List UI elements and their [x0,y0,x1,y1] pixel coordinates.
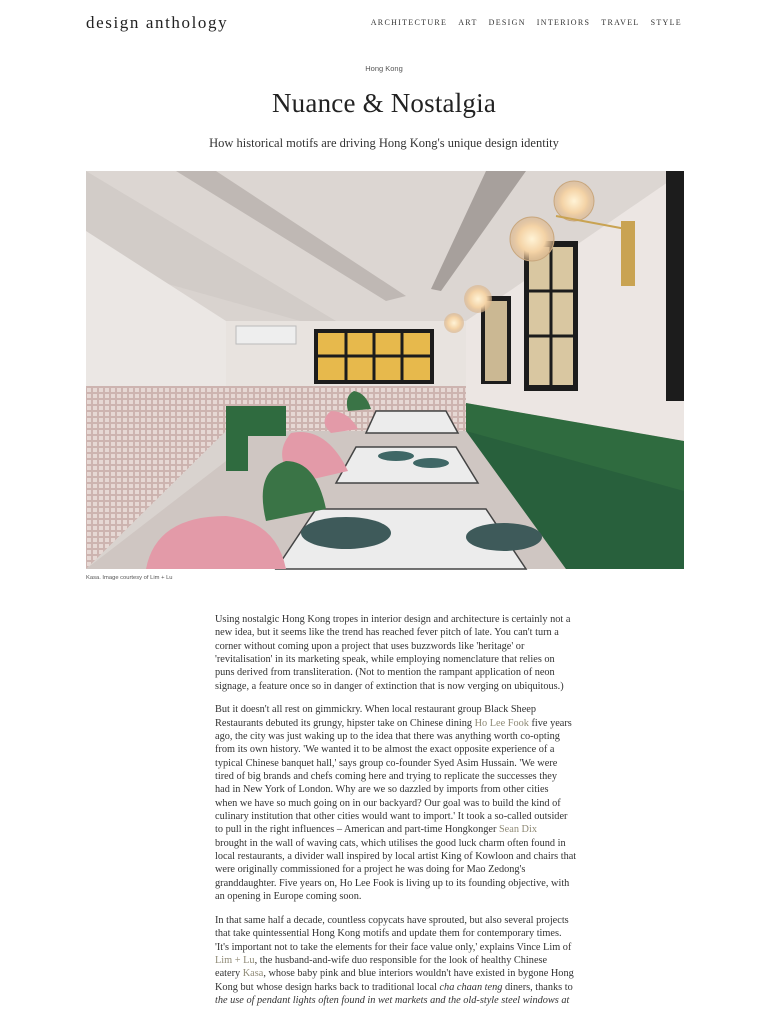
article-line: But it doesn't all rest on gimmickry. When local restaurant group Black Sheep [215,704,536,716]
article-line: Lim + Lu, the husband-and-wife duo responsible for the look of healthy Chinese [215,954,548,966]
article-line: 'revitalisation' in its marketing speak, while employing nomenclature that relies on [215,654,555,666]
article-line: to pull in the right influences – American and part-time Hongkonger Sean Dix [215,824,537,836]
article-subtitle: How historical motifs are driving Hong Kong's unique design identity [209,136,559,150]
article-line: puns derived from transliteration. (Not to mention the rampant application of neon [215,667,555,679]
article-line: Restaurants debuted its grungy, hipster take on Chinese dining Ho Lee Fook five years [215,717,572,729]
article-line [215,994,570,1007]
article-line: granddaughter. Five years on, Ho Lee Fook is living up to its founding objective, with [215,877,570,889]
article-line: were originally commissioned for a project he was doing for Mao Zedong's [215,864,526,876]
article-line: from its own history. 'We wanted it to be almost the exact opposite experience of a [215,744,555,756]
article-paragraph [215,703,577,903]
italic-text: the use of pendant lights often found in wet markets and the old-style steel windows at [215,994,570,1006]
article-line: brought in the wall of waving cats, which utilises the good luck charm often found in [215,837,566,849]
nav-travel[interactable]: TRAVEL [601,18,640,27]
main-nav [371,18,682,27]
article-category[interactable]: Hong Kong [365,64,403,73]
nav-design[interactable]: DESIGN [488,18,526,27]
inline-link[interactable]: Kasa [242,968,264,980]
inline-link[interactable]: Ho Lee Fook [474,717,529,729]
article-body [215,613,577,1018]
article-line: that take quintessential Hong Kong motifs and update them for contemporary times. [215,928,562,940]
nav-interiors[interactable]: INTERIORS [536,18,591,27]
article-line: Kong but whose design harks back to traditional local cha chaan teng diners, thanks to [215,981,573,993]
inline-link[interactable]: Lim + Lu [215,954,255,966]
article-line: had in New York of London. Why are we so dazzled by imports from other cities [215,784,549,796]
image-caption: Kasa. Image courtesy of Lim + Lu [86,575,173,581]
article-line: typical Chinese banquet hall,' says group co-founder Syed Asim Hussain. 'We were [215,757,558,769]
nav-art[interactable]: ART [458,18,478,27]
inline-link[interactable]: Sean Dix [498,824,537,836]
article-line: In that same half a decade, countless copycats have sprouted, but also several projects [215,914,569,926]
article-line: 'It's important not to take the elements for their face value only,' explains Vince Lim of [215,941,572,953]
article-line: corner without coming upon a project that uses buzzwords like 'heritage' or [215,640,525,652]
article-line: tired of big brands and chefs coming here and trying to replicate the successes they [215,771,557,783]
site-header [0,0,768,52]
article-line: Using nostalgic Hong Kong tropes in interior design and architecture is certainly not a [215,614,571,625]
article-paragraph [215,613,571,693]
nav-style[interactable]: STYLE [650,18,682,27]
article-line: local restaurants, a divider wall inspired by local artist King of Kowloon and chairs that [215,851,577,863]
article-line: an opening in Europe coming soon. [215,891,362,903]
nav-architecture[interactable]: ARCHITECTURE [370,18,448,27]
article-line: eatery Kasa, whose baby pink and blue interiors wouldn't have existed in bygone Hong [215,968,574,980]
article-paragraph [215,914,574,1007]
article-line: when we have so much going on in our backyard? Our goal was to build the kind of [215,797,561,809]
article-line: signage, a feature once so in danger of extinction that is now verging on ubiquitous.) [215,680,564,692]
hero-image [86,171,684,569]
restaurant-interior-illustration [86,171,684,569]
italic-text: cha chaan teng [439,981,503,993]
article-title: Nuance & Nostalgia [271,88,497,118]
article-line: culinary institution that other cities would want to import.' It took a so-called outsider [215,811,568,823]
article-line: new idea, but it seems like the trend has reached fever pitch of late. You can't turn a [215,627,559,639]
article-line: ago, the city was just waking up to the idea that there was anything worth co-opting [215,731,560,743]
site-logo[interactable]: design anthology [86,13,229,32]
